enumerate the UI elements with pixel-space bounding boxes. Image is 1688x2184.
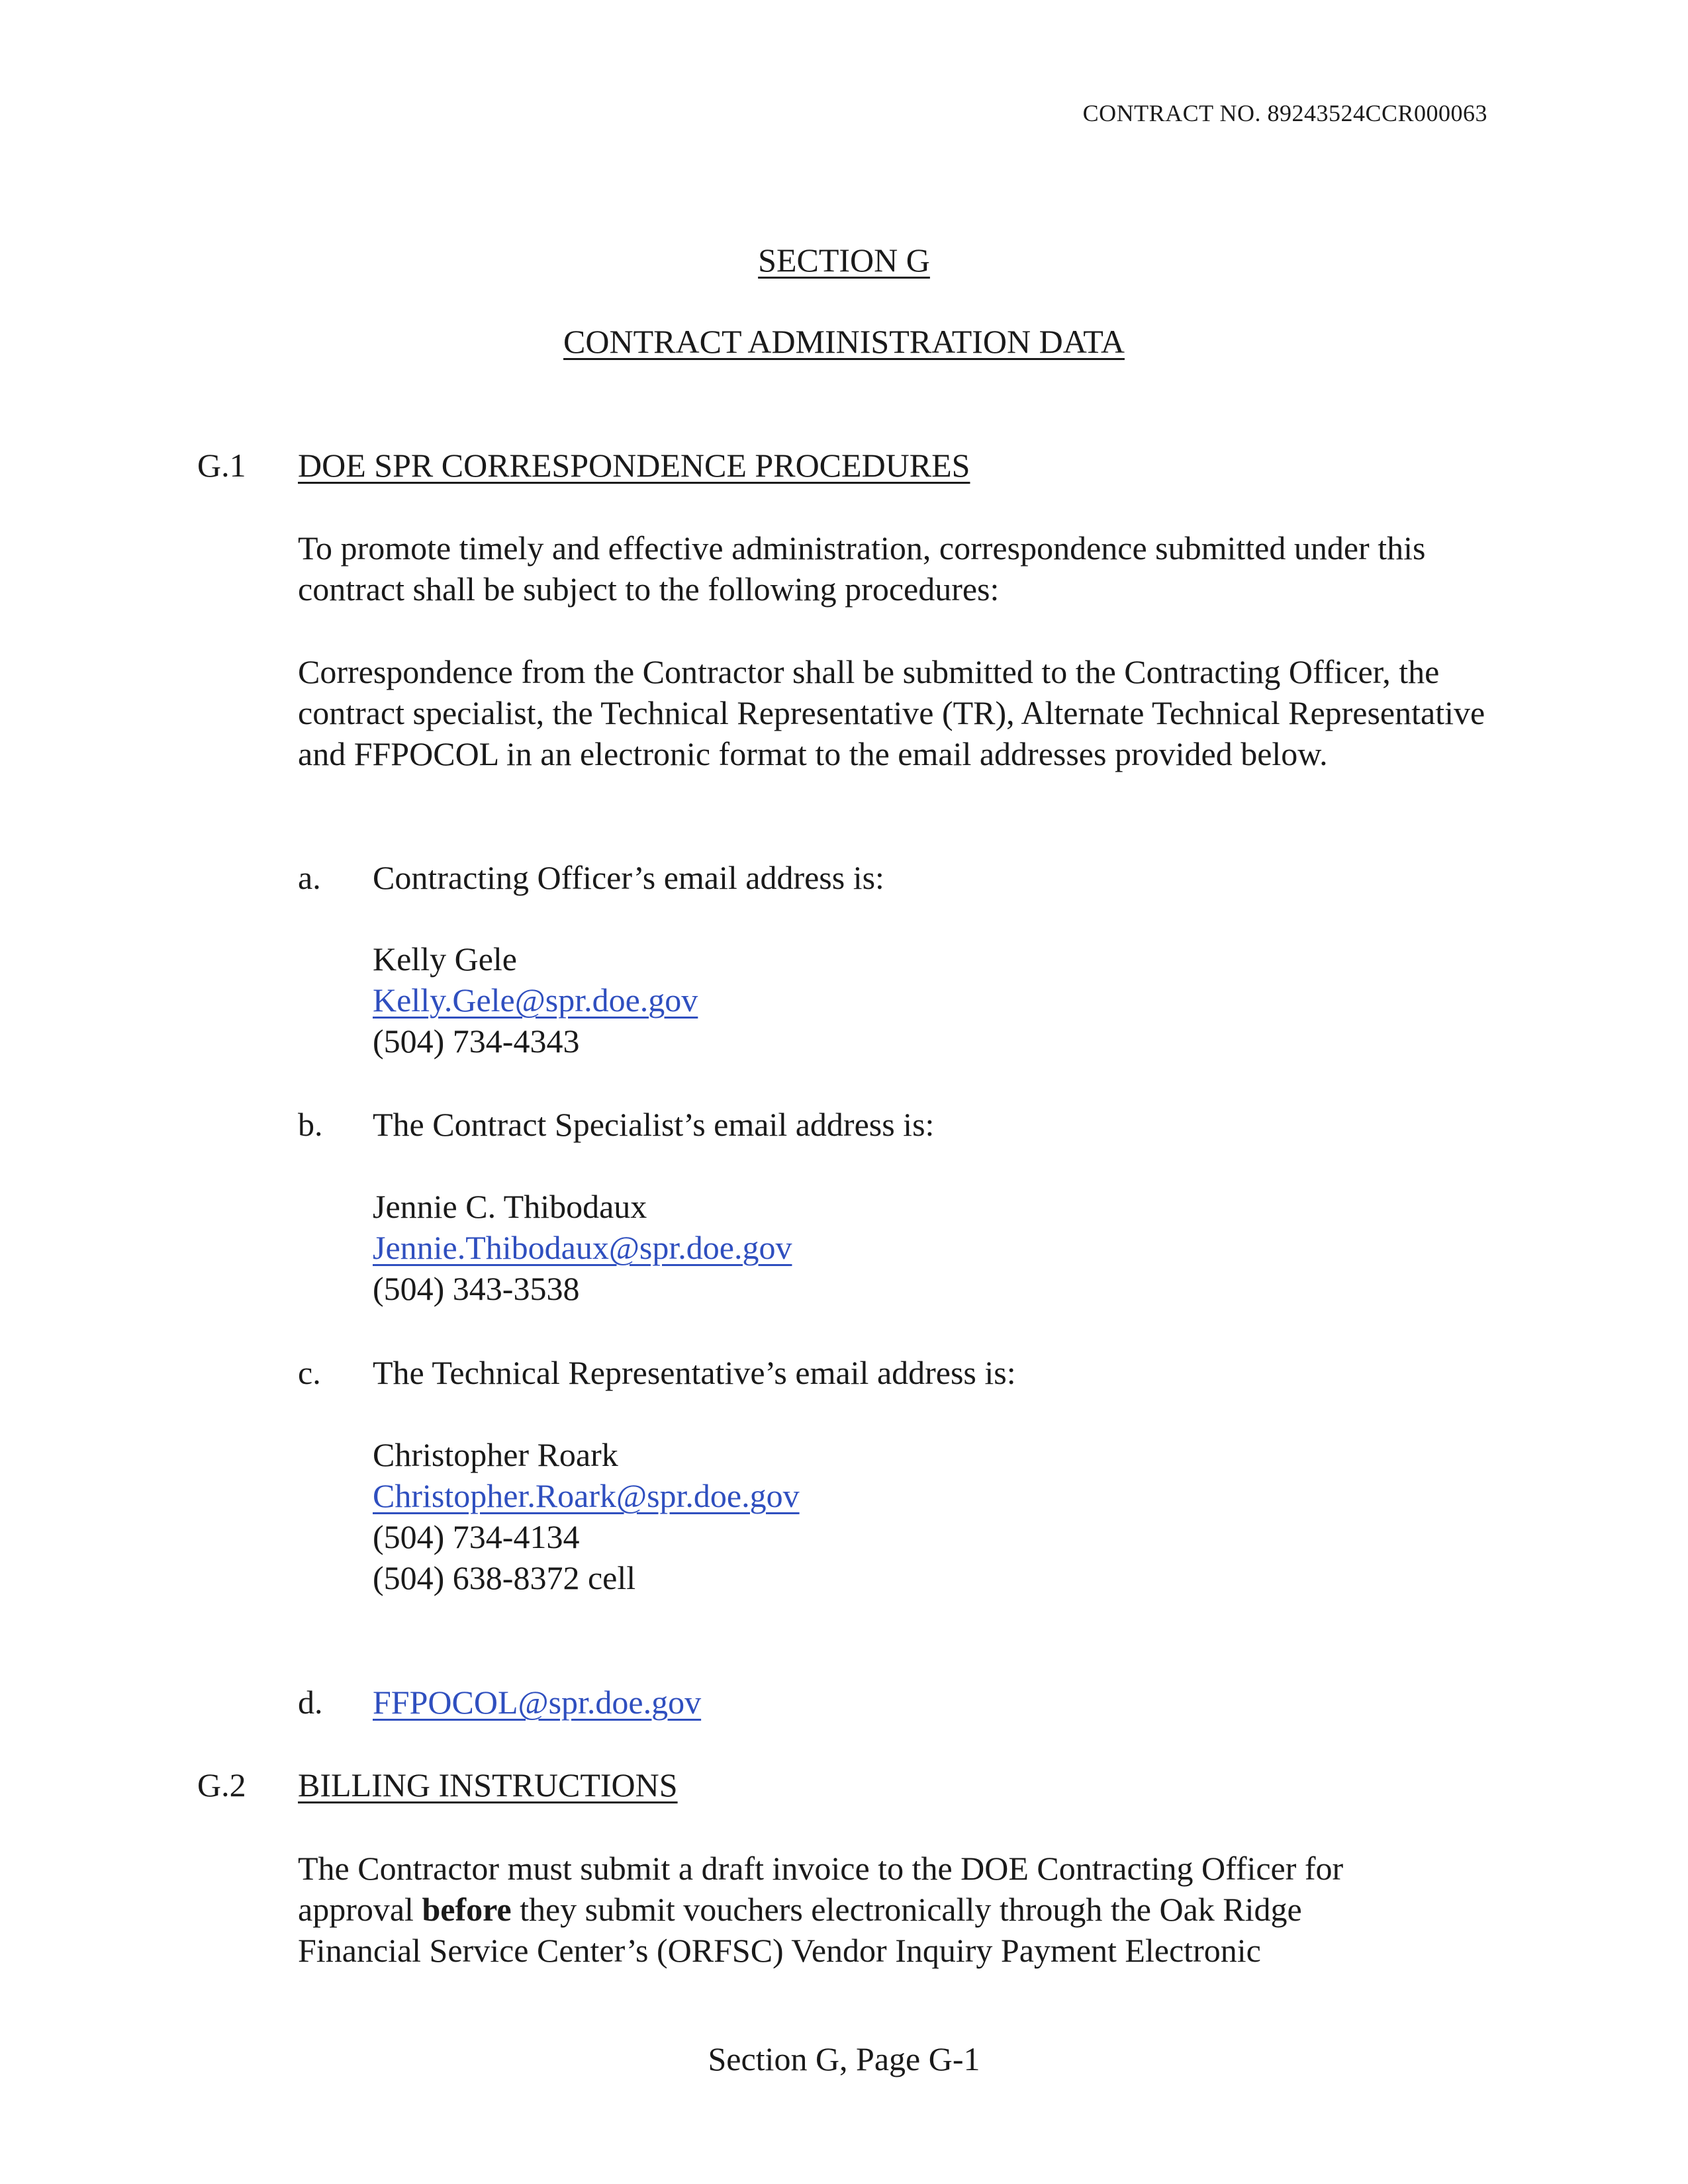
- contracting-officer-email: [373, 979, 698, 1021]
- contract-specialist-phone: (504) 343-3538: [373, 1270, 580, 1307]
- g1-heading: [298, 445, 970, 486]
- g2-paragraph-line-3: Financial Service Center’s (ORFSC) Vendor Inquiry Payment Electronic: [298, 1932, 1261, 1969]
- technical-rep-cell: (504) 638-8372 cell: [373, 1559, 636, 1596]
- g1-paragraph-1: To promote timely and effective administration, correspondence submitted under this contract shall be subject to the following procedures:: [298, 529, 1426, 608]
- item-d-letter: d.: [298, 1684, 323, 1721]
- technical-rep-email-link[interactable]: Christopher.Roark@spr.doe.gov: [373, 1477, 800, 1514]
- g2-number: G.2: [197, 1766, 246, 1803]
- g1-paragraph-2: Correspondence from the Contractor shall be submitted to the Contracting Officer, the contract specialist, the Technical Representative (TR), Alternate Technical Representative and FFPOCOL in an electronic format to the email addresses provided below.: [298, 653, 1485, 772]
- contracting-officer-name: Kelly Gele: [373, 940, 517, 978]
- item-a-letter: a.: [298, 859, 321, 896]
- section-subtitle: [0, 321, 1688, 362]
- technical-rep-phone: (504) 734-4134: [373, 1518, 580, 1555]
- g2-line2-post: they submit vouchers electronically through the Oak Ridge: [511, 1891, 1302, 1928]
- section-title: [0, 240, 1688, 281]
- g2-heading-text: BILLING INSTRUCTIONS: [298, 1766, 678, 1803]
- ffpocol-email: [373, 1682, 701, 1723]
- item-a-label: Contracting Officer’s email address is:: [373, 859, 884, 896]
- item-b-letter: b.: [298, 1106, 323, 1143]
- contract-specialist-name: Jennie C. Thibodaux: [373, 1188, 647, 1225]
- g2-heading: [298, 1764, 678, 1805]
- g2-paragraph-line-1: The Contractor must submit a draft invoice to the DOE Contracting Officer for: [298, 1850, 1344, 1887]
- page-footer: Section G, Page G-1: [708, 2040, 980, 2077]
- g1-number: G.1: [197, 447, 246, 484]
- contracting-officer-email-link[interactable]: Kelly.Gele@spr.doe.gov: [373, 981, 698, 1019]
- section-subtitle-text: CONTRACT ADMINISTRATION DATA: [563, 323, 1125, 360]
- section-title-text: SECTION G: [758, 242, 930, 279]
- g2-line2-bold: before: [422, 1891, 512, 1928]
- technical-rep-email: [373, 1475, 800, 1516]
- g2-line2-pre: approval: [298, 1891, 422, 1928]
- g2-paragraph-line-2: [298, 1889, 1302, 1930]
- contract-specialist-email-link[interactable]: Jennie.Thibodaux@spr.doe.gov: [373, 1229, 792, 1266]
- item-b-label: The Contract Specialist’s email address is:: [373, 1106, 935, 1143]
- item-c-letter: c.: [298, 1354, 321, 1391]
- technical-rep-name: Christopher Roark: [373, 1436, 618, 1473]
- contract-number: CONTRACT NO. 89243524CCR000063: [1082, 100, 1487, 126]
- ffpocol-email-link[interactable]: FFPOCOL@spr.doe.gov: [373, 1684, 702, 1721]
- contract-specialist-email: [373, 1227, 792, 1268]
- item-c-label: The Technical Representative’s email address is:: [373, 1354, 1016, 1391]
- contracting-officer-phone: (504) 734-4343: [373, 1023, 580, 1060]
- g1-heading-text: DOE SPR CORRESPONDENCE PROCEDURES: [298, 447, 970, 484]
